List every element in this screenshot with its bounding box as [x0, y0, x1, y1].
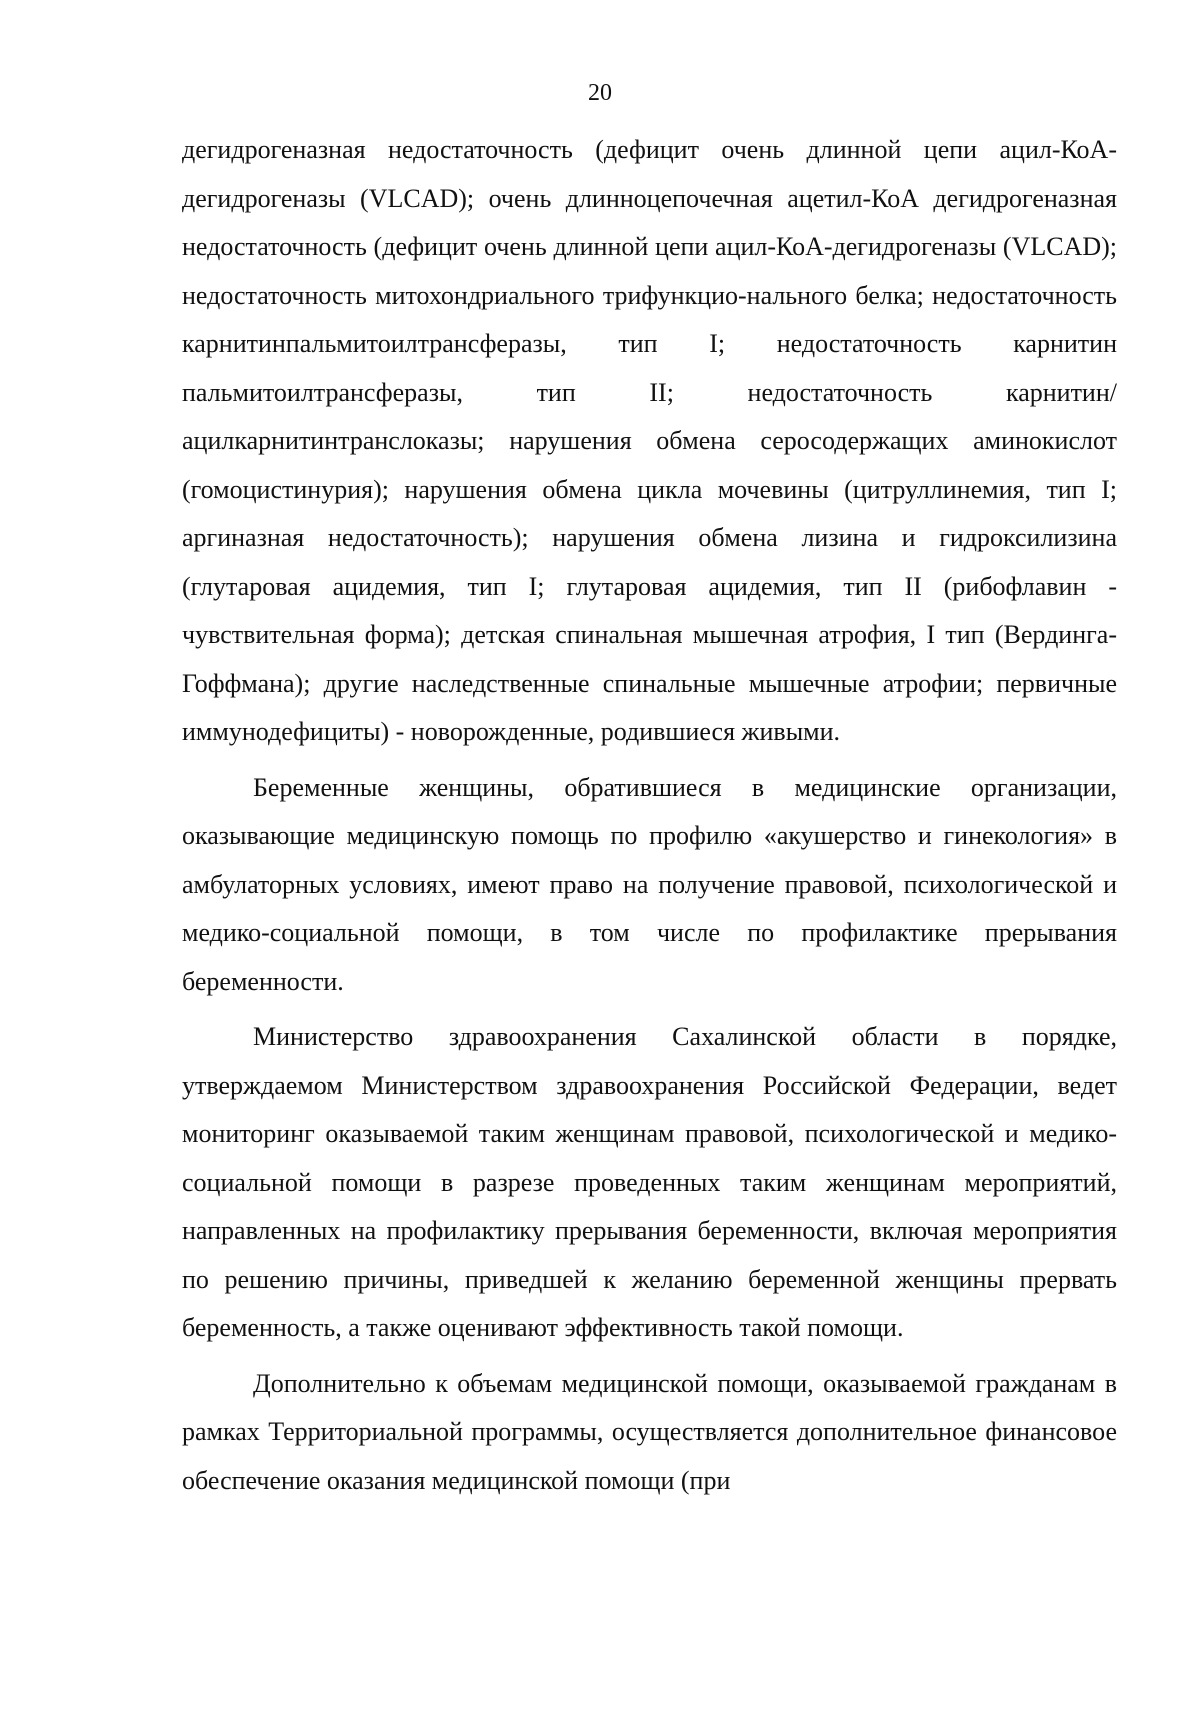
- document-body: [182, 126, 1117, 1505]
- paragraph-continuation: дегидрогеназная недостаточность (дефицит очень длинной цепи ацил-КоА-дегидрогеназы (VLCAD); очень длинноцепочечная ацетил-КоА дегидрогеназная недостаточность (дефицит очень длинной цепи ацил-КоА-дегидрогеназы (VLCAD); недостаточность митохондриального трифункцио-нального белка; недостаточность карнитинпальмитоилтрансферазы, тип I; недостаточность карнитин пальмитоилтрансферазы, тип II; недостаточность карнитин/ацилкарнитинтранслоказы; нарушения обмена серосодержащих аминокислот (гомоцистинурия); нарушения обмена цикла мочевины (цитруллинемия, тип I; аргиназная недостаточность); нарушения обмена лизина и гидроксилизина (глутаровая ацидемия, тип I; глутаровая ацидемия, тип II (рибофлавин - чувствительная форма); детская спинальная мышечная атрофия, I тип (Вердинга-Гоффмана); другие наследственные спинальные мышечные атрофии; первичные иммунодефициты) - новорожденные, родившиеся живыми.: [182, 135, 1117, 746]
- paragraph-ministry-monitoring: Министерство здравоохранения Сахалинской области в порядке, утверждаемом Министерством здравоохранения Российской Федерации, ведет мониторинг оказываемой таким женщинам правовой, психологической и медико-социальной помощи в разрезе проведенных таким женщинам мероприятий, направленных на профилактику прерывания беременности, включая мероприятия по решению причины, приведшей к желанию беременной женщины прервать беременность, а также оценивают эффективность такой помощи.: [182, 1022, 1117, 1342]
- paragraph-pregnant-women: Беременные женщины, обратившиеся в медицинские организации, оказывающие медицинскую помощь по профилю «акушерство и гинекология» в амбулаторных условиях, имеют право на получение правовой, психологической и медико-социальной помощи, в том числе по профилактике прерывания беременности.: [182, 772, 1117, 996]
- page-number: 20: [588, 80, 612, 106]
- paragraph-additional-funding: Дополнительно к объемам медицинской помощи, оказываемой гражданам в рамках Территориальной программы, осуществляется дополнительное финансовое обеспечение оказания медицинской помощи (при: [182, 1368, 1117, 1495]
